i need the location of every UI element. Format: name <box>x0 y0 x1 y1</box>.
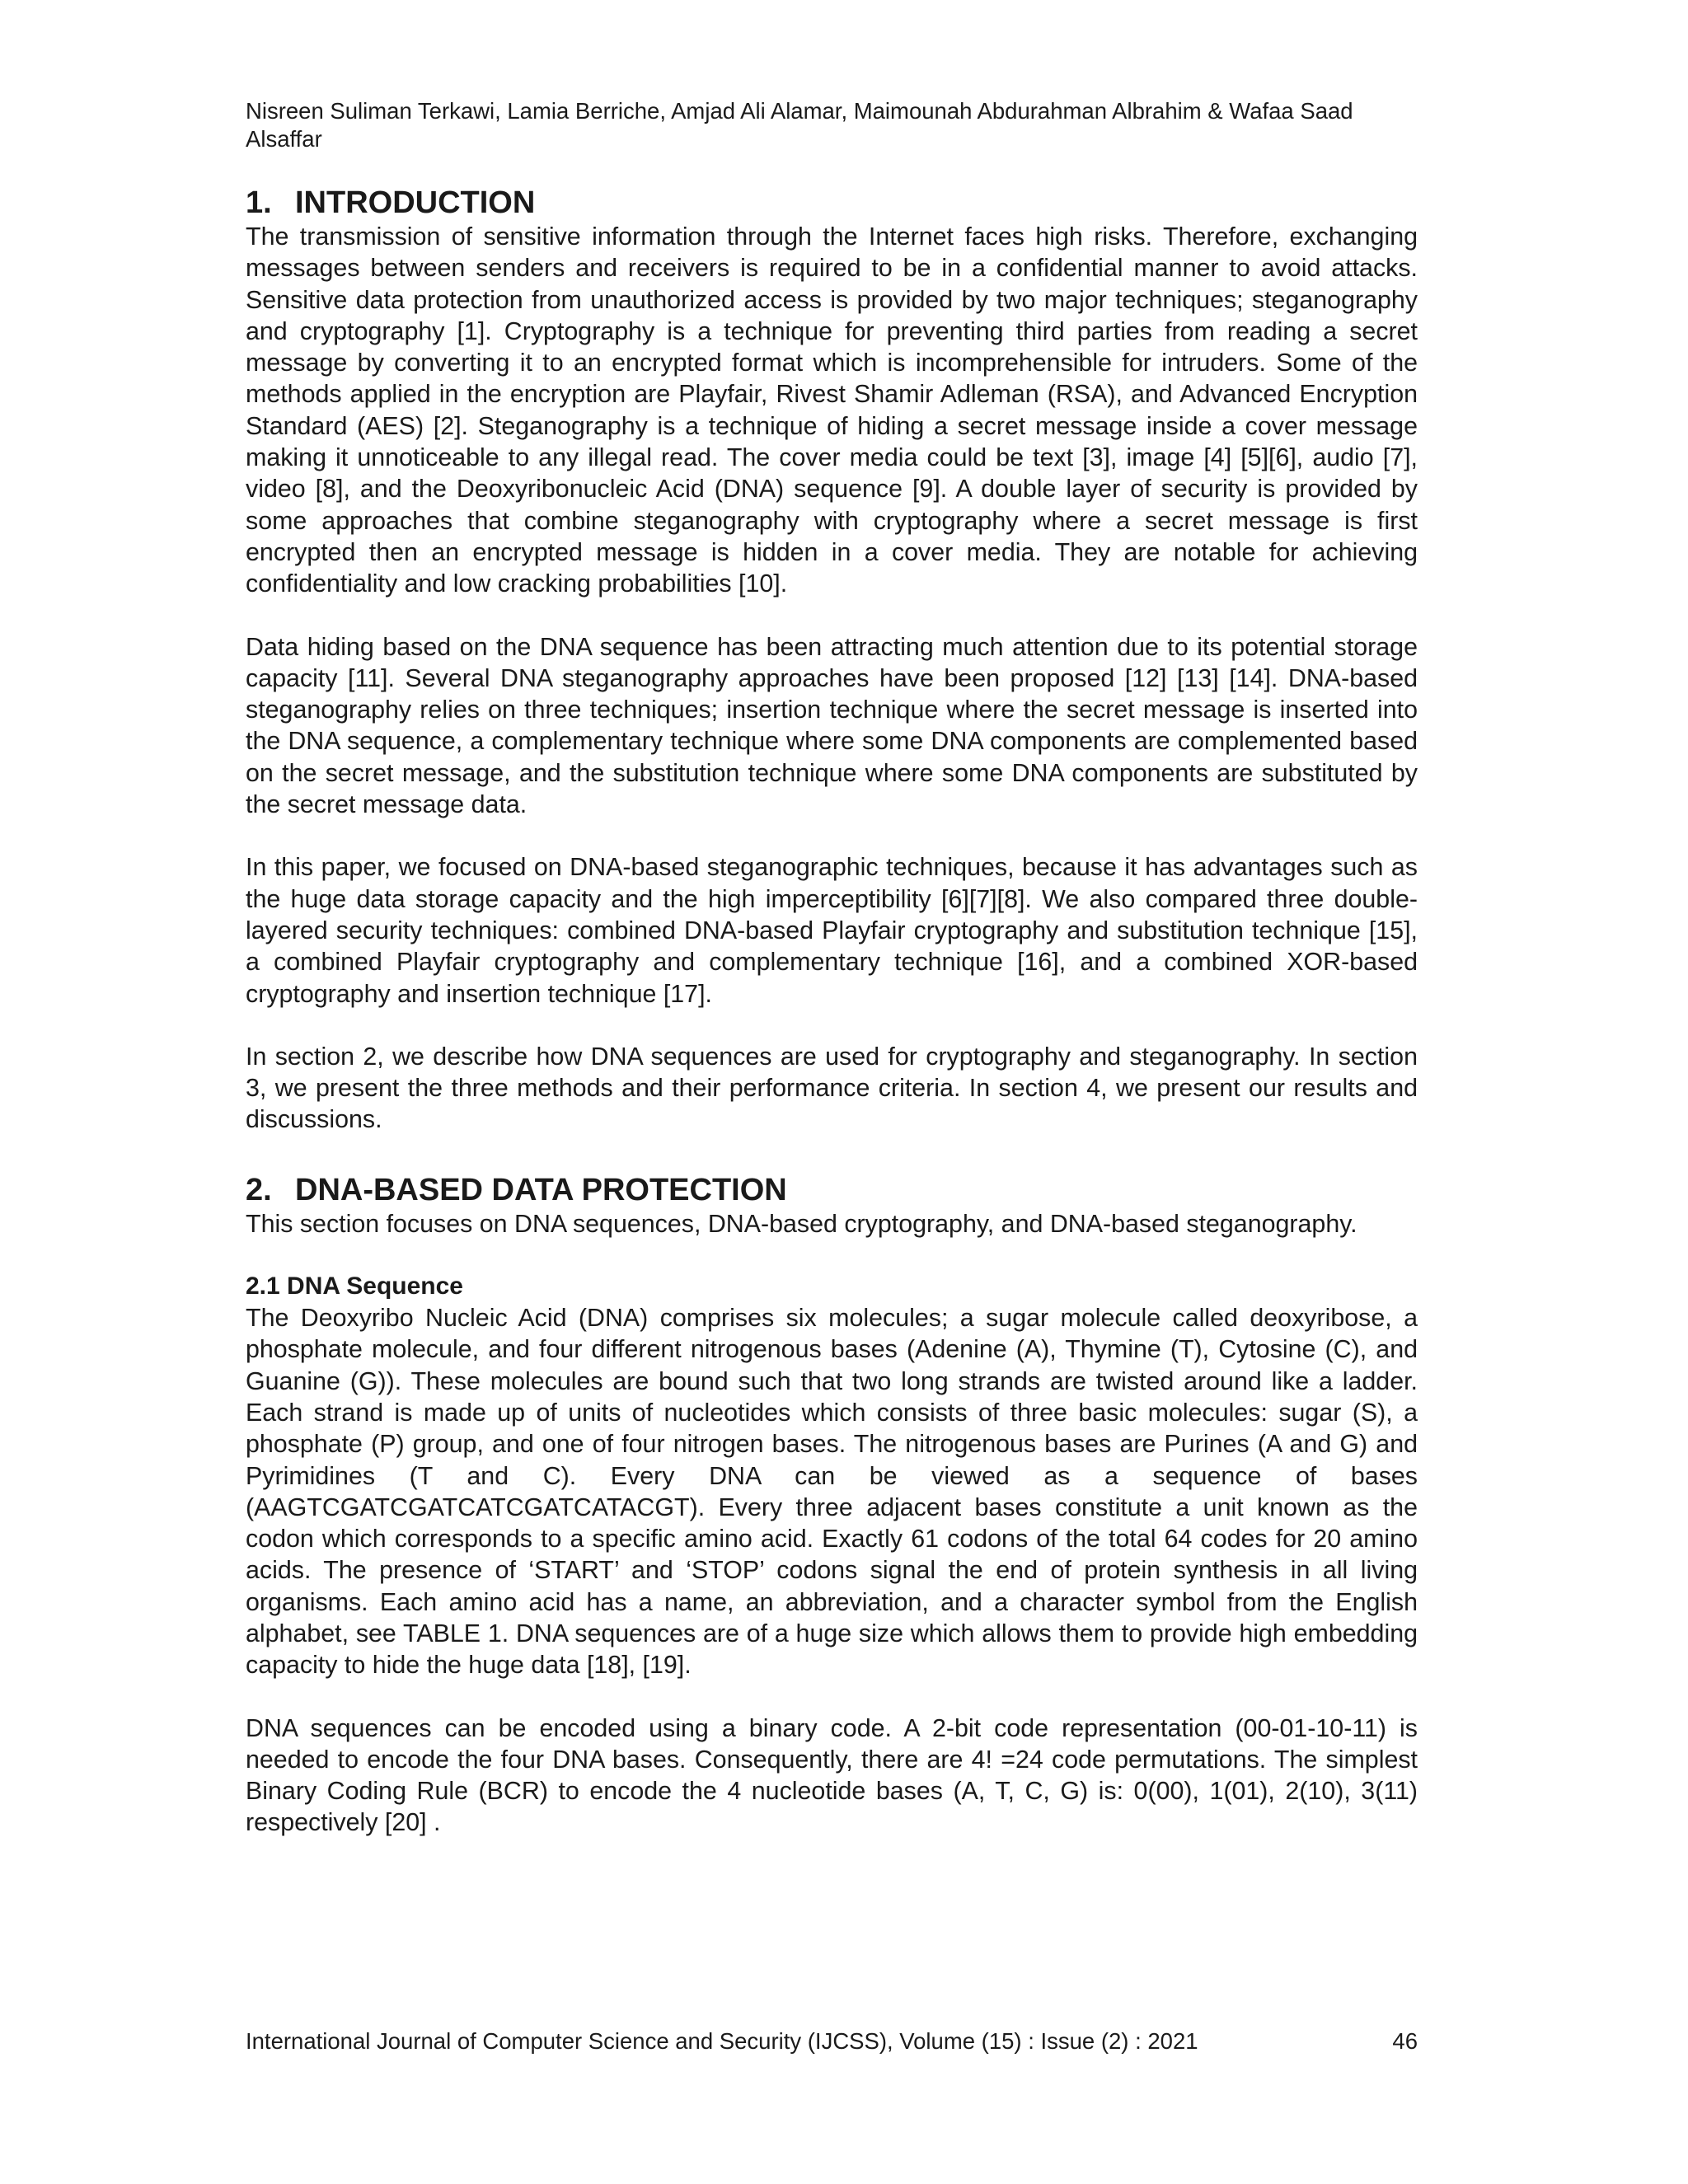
dna-sequence-paragraph-1: The Deoxyribo Nucleic Acid (DNA) comprises six molecules; a sugar molecule called deoxyribose, a phosphate molecule, and four different nitrogenous bases (Adenine (A), Thymine (T), Cytosine (C), and Guanine (G)). These molecules are bound such that two long strands are twisted around like a ladder. Each strand is made up of units of nucleotides which consists of three basic molecules: sugar (S), a phosphate (P) group, and one of four nitrogen bases. The nitrogenous bases are Purines (A and G) and Pyrimidines (T and C). Every DNA can be viewed as a sequence of bases (AAGTCGATCGATCATCGATCATACGT). Every three adjacent bases constitute a unit known as the codon which corresponds to a specific amino acid. Exactly 61 codons of the total 64 codes for 20 amino acids. The presence of ‘START’ and ‘STOP’ codons signal the end of protein synthesis in all living organisms. Each amino acid has a name, an abbreviation, and a character symbol from the English alphabet, see TABLE 1. DNA sequences are of a huge size which allows them to provide high embedding capacity to hide the huge data [18], [19]. <box>246 1304 1418 1680</box>
page-content <box>246 97 1418 1839</box>
page-footer <box>246 2027 1418 2055</box>
spacer <box>246 600 1418 631</box>
spacer <box>246 820 1418 851</box>
spacer <box>246 1240 1418 1271</box>
section-number: 1. <box>246 185 272 220</box>
section-title: INTRODUCTION <box>295 185 536 220</box>
intro-paragraph-1: The transmission of sensitive information through the Internet faces high risks. Therefore, exchanging messages between senders and receivers is required to be in a confidential manner to avoid attacks. Sensitive data protection from unauthorized access is provided by two major techniques; steganography and cryptography [1]. Cryptography is a technique for preventing third parties from reading a secret message by converting it to an encrypted format which is incomprehensible for intruders. Some of the methods applied in the encryption are Playfair, Rivest Shamir Adleman (RSA), and Advanced Encryption Standard (AES) [2]. Steganography is a technique of hiding a secret message inside a cover message making it unnoticeable to any illegal read. The cover media could be text [3], image [4] [5][6], audio [7], video [8], and the Deoxyribonucleic Acid (DNA) sequence [9]. A double layer of security is provided by some approaches that combine steganography with cryptography where a secret message is first encrypted then an encrypted message is hidden in a cover media. They are notable for achieving confidentiality and low cracking probabilities [10]. <box>246 223 1418 598</box>
section-heading-dna-protection <box>246 1172 1418 1208</box>
subsection-heading-dna-sequence: 2.1 DNA Sequence <box>246 1272 463 1301</box>
spacer <box>246 1681 1418 1713</box>
footer-page-number: 46 <box>1392 2028 1418 2054</box>
section-heading-introduction <box>246 185 1418 221</box>
intro-paragraph-4: In section 2, we describe how DNA sequences are used for cryptography and steganography. In section 3, we present the three methods and their performance criteria. In section 4, we present our results and discussions. <box>246 1042 1418 1134</box>
dna-sequence-paragraph-2: DNA sequences can be encoded using a binary code. A 2-bit code representation (00-01-10-11) is needed to encode the four DNA bases. Consequently, there are 4! =24 code permutations. The simplest Binary Coding Rule (BCR) to encode the 4 nucleotide bases (A, T, C, G) is: 0(00), 1(01), 2(10), 3(11) respectively [20] . <box>246 1713 1418 1837</box>
footer-journal-citation: International Journal of Computer Science and Security (IJCSS), Volume (15) : Issue (2) : 2021 <box>246 2028 1198 2054</box>
spacer <box>246 153 1418 185</box>
spacer <box>246 1010 1418 1041</box>
intro-paragraph-3: In this paper, we focused on DNA-based steganographic techniques, because it has advantages such as the huge data storage capacity and the high imperceptibility [6][7][8]. We also compared three double-layered security techniques: combined DNA-based Playfair cryptography and substitution technique [15], a combined Playfair cryptography and complementary technique [16], and a combined XOR-based cryptography and insertion technique [17]. <box>246 853 1418 1008</box>
intro-paragraph-2: Data hiding based on the DNA sequence has been attracting much attention due to its potential storage capacity [11]. Several DNA steganography approaches have been proposed [12] [13] [14]. DNA-based steganography relies on three techniques; insertion technique where the secret message is inserted into the DNA sequence, a complementary technique where some DNA components are complemented based on the secret message, and the substitution technique where some DNA components are substituted by the secret message data. <box>246 632 1418 819</box>
running-header-authors: Nisreen Suliman Terkawi, Lamia Berriche, Amjad Ali Alamar, Maimounah Abdurahman Albrahim & Wafaa Saad Alsaffar <box>246 98 1353 152</box>
section-title: DNA-BASED DATA PROTECTION <box>295 1172 787 1207</box>
spacer <box>246 1136 1418 1172</box>
dna-intro-paragraph: This section focuses on DNA sequences, DNA-based cryptography, and DNA-based steganography. <box>246 1209 1357 1238</box>
section-number: 2. <box>246 1172 272 1207</box>
